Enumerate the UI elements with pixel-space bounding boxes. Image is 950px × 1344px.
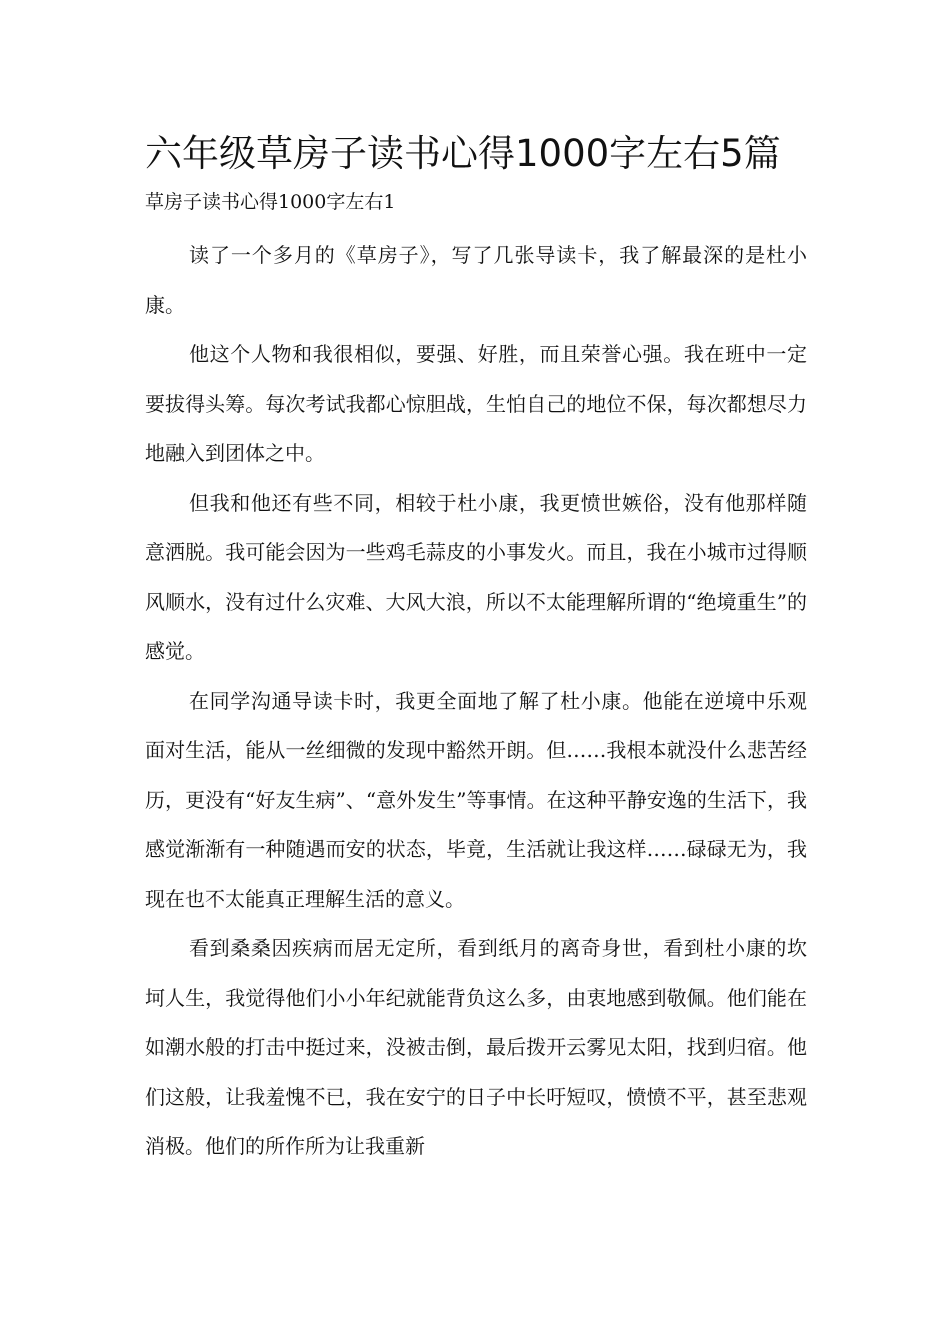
section-heading: 草房子读书心得1000字左右1: [145, 191, 396, 213]
paragraph-4: 在同学沟通导读卡时，我更全面地了解了杜小康。他能在逆境中乐观面对生活，能从一丝细微的发现中豁然开朗。但……我根本就没什么悲苦经历，更没有“好友生病”、“意外发生”等事情。在这种平静安逸的生活下，我感觉渐渐有一种随遇而安的状态，毕竟，生活就让我这样……碌碌无为，我现在也不太能真正理解生活的意义。: [145, 688, 807, 911]
paragraph-5: 看到桑桑因疾病而居无定所，看到纸月的离奇身世，看到杜小康的坎坷人生，我觉得他们小小年纪就能背负这么多，由衷地感到敬佩。他们能在如潮水般的打击中挺过来，没被击倒，最后拨开云雾见太阳，找到归宿。他们这般，让我羞愧不已，我在安宁的日子中长吁短叹，愤愤不平，甚至悲观消极。他们的所作所为让我重新: [145, 936, 807, 1158]
document-body: [145, 231, 807, 1172]
paragraph-2: 他这个人物和我很相似，要强、好胜，而且荣誉心强。我在班中一定要拔得头筹。每次考试我都心惊胆战，生怕自己的地位不保，每次都想尽力地融入到团体之中。: [145, 342, 807, 465]
paragraph-3: 但我和他还有些不同，相较于杜小康，我更愤世嫉俗，没有他那样随意洒脱。我可能会因为一些鸡毛蒜皮的小事发火。而且，我在小城市过得顺风顺水，没有过什么灾难、大风大浪，所以不太能理解所谓的“绝境重生”的感觉。: [145, 490, 807, 663]
paragraph-1: 读了一个多月的《草房子》，写了几张导读卡，我了解最深的是杜小康。: [145, 243, 807, 317]
document-title: 六年级草房子读书心得1000字左右5篇: [145, 132, 781, 175]
